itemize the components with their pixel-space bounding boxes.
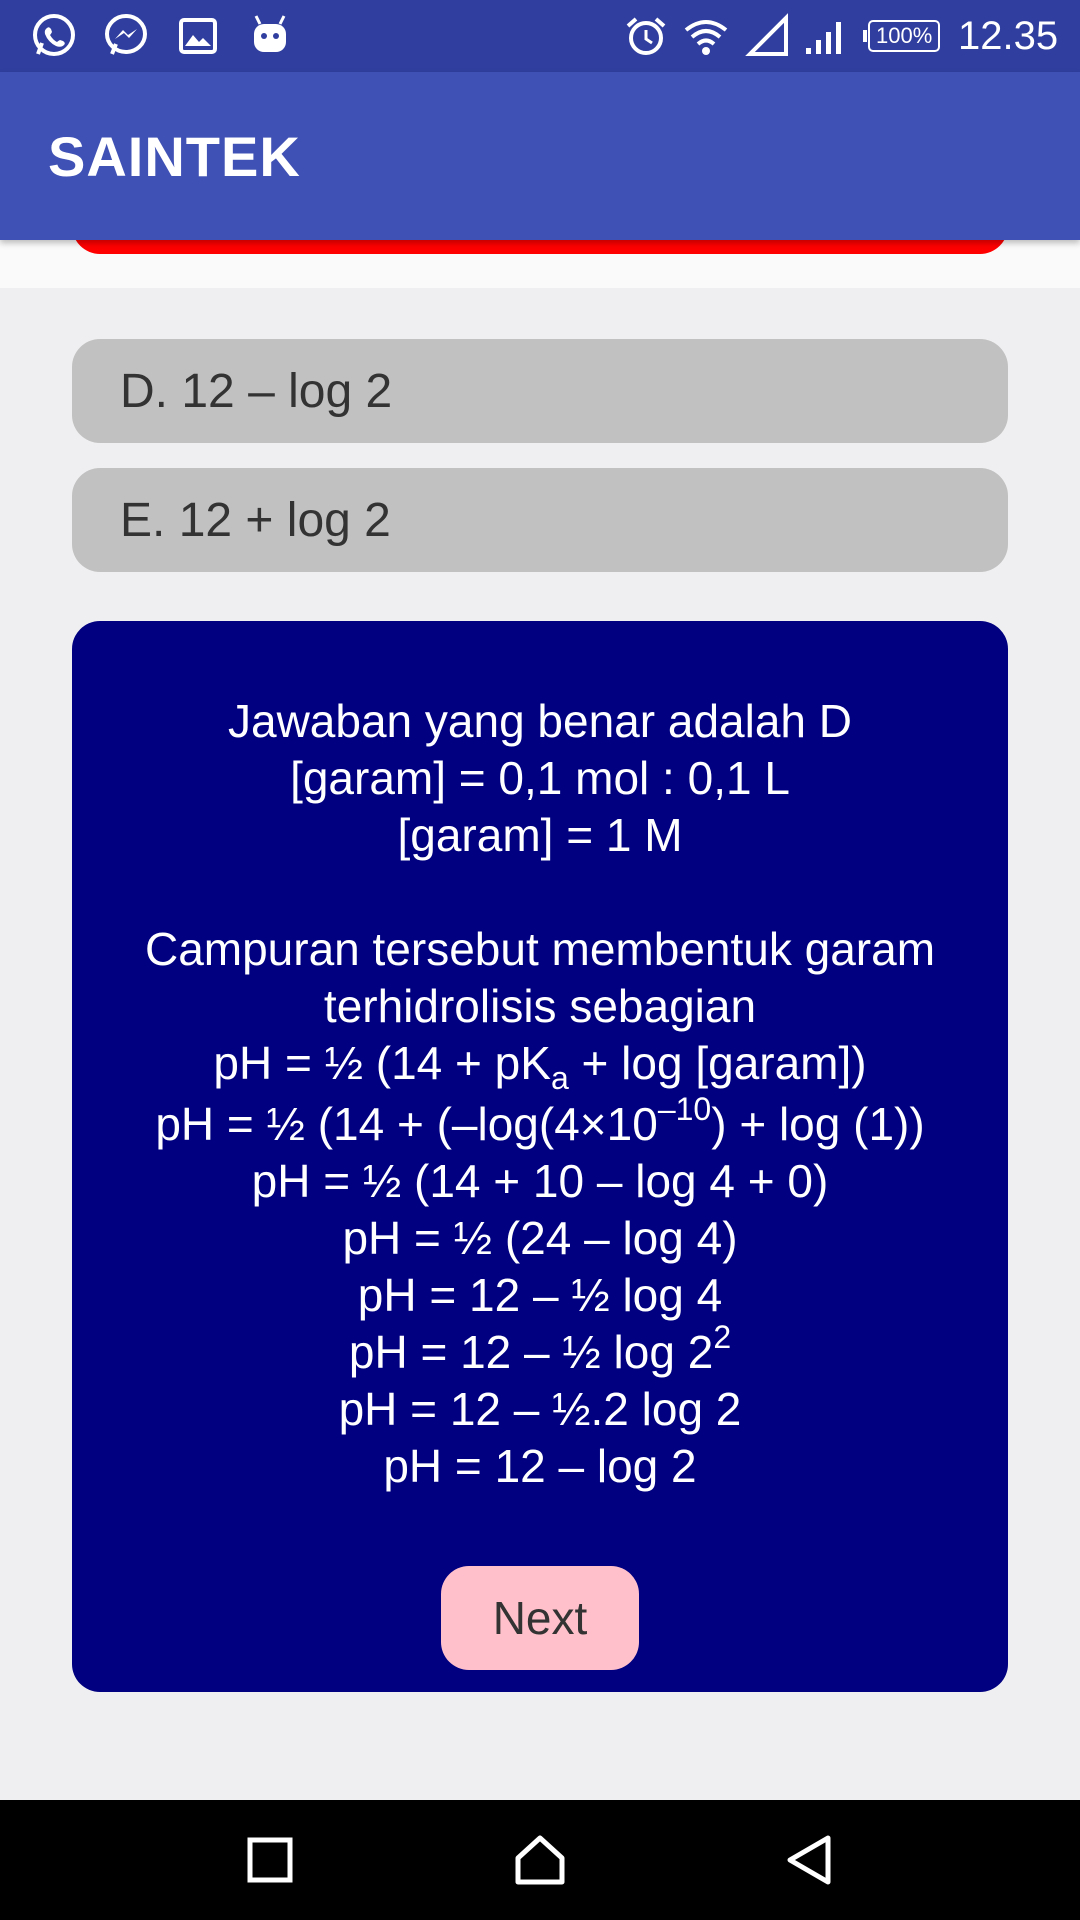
app-title: SAINTEK [48, 125, 301, 188]
android-icon [246, 12, 294, 60]
option-c-selected-wrong[interactable] [72, 240, 1008, 254]
formula-text: + log [garam]) [568, 1037, 867, 1089]
answer-line-formula [72, 1319, 1008, 1381]
answer-line: pH = 12 – ½.2 log 2 [338, 1383, 742, 1435]
option-d[interactable] [72, 339, 1008, 443]
formula-superscript: 2 [713, 1319, 732, 1355]
option-e[interactable] [72, 468, 1008, 572]
answer-line-formula [72, 1035, 1008, 1096]
quiz-content[interactable] [0, 240, 1080, 1800]
answer-line: pH = 12 – ½ log 4 [357, 1269, 723, 1321]
answer-line: [garam] = 0,1 mol : 0,1 L [290, 752, 790, 804]
battery-level: 100% [868, 20, 940, 52]
wifi-icon [682, 12, 730, 60]
gallery-icon [174, 12, 222, 60]
answer-line: pH = 12 – log 2 [383, 1440, 697, 1492]
answer-line: pH = ½ (24 – log 4) [342, 1212, 738, 1264]
home-icon[interactable] [510, 1830, 570, 1890]
signal-bars-icon [800, 12, 848, 60]
answer-explanation-text [72, 693, 1008, 1495]
signal-icon [744, 12, 792, 60]
navigation-bar [0, 1800, 1080, 1920]
answer-line: Campuran tersebut membentuk garam [144, 923, 936, 975]
app-bar [0, 72, 1080, 240]
formula-text: pH = ½ (14 + pK [213, 1037, 551, 1089]
option-d-label: D. 12 – log 2 [120, 364, 393, 418]
whatsapp-icon [30, 12, 78, 60]
status-bar [0, 0, 1080, 72]
answer-line: [garam] = 1 M [397, 809, 683, 861]
formula-text: pH = ½ (14 + (–log(4×10 [155, 1098, 658, 1150]
option-e-label: E. 12 + log 2 [120, 493, 391, 547]
alarm-icon [622, 12, 670, 60]
status-time: 12.35 [958, 13, 1059, 58]
next-button[interactable]: Next [441, 1566, 639, 1670]
formula-text: ) + log (1)) [711, 1098, 925, 1150]
battery-indicator [868, 0, 940, 72]
answer-spacer [72, 864, 1008, 921]
status-time-container [958, 0, 1058, 72]
back-icon[interactable] [780, 1830, 840, 1890]
answer-line: terhidrolisis sebagian [323, 980, 757, 1032]
answer-explanation-card [72, 621, 1008, 1692]
messenger-icon [102, 12, 150, 60]
formula-superscript: –10 [657, 1091, 712, 1127]
recents-icon[interactable] [240, 1830, 300, 1890]
answer-line: pH = ½ (14 + 10 – log 4 + 0) [251, 1155, 829, 1207]
formula-subscript: a [550, 1060, 569, 1096]
formula-text: pH = 12 – ½ log 2 [348, 1326, 714, 1378]
answer-line-formula [72, 1091, 1008, 1153]
answer-line: Jawaban yang benar adalah D [227, 695, 852, 747]
